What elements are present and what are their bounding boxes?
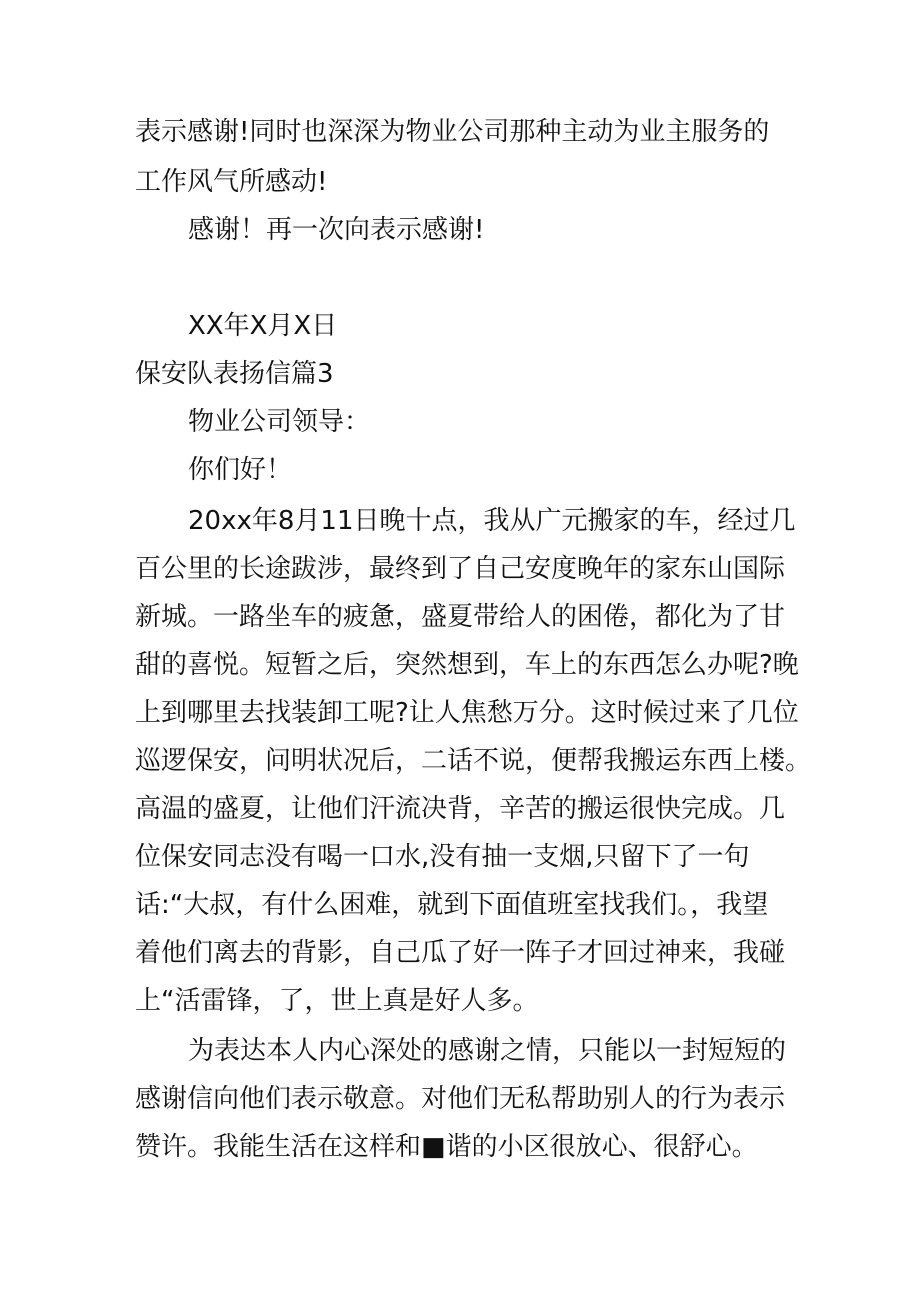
paragraph-1-line-10: 着他们离去的背影，自己瓜了好一阵子才回过神来，我碰 [135,938,786,968]
body-line-2: 工作风气所感动! [135,167,328,197]
greeting: 你们好！ [188,455,293,485]
paragraph-1-line-11: 上“活雷锋，了，世上真是好人多。 [135,986,539,1016]
salutation: 物业公司领导： [188,407,371,437]
paragraph-2-line-3: 赞许。我能生活在这样和■谐的小区很放心、很舒心。 [135,1132,758,1162]
body-line-1: 表示感谢!同时也深深为物业公司那种主动为业主服务的 [135,117,770,147]
paragraph-1-line-6: 巡逻保安，问明状况后，二话不说，便帮我搬运东西上楼。 [135,746,812,776]
paragraph-2-line-1: 为表达本人内心深处的感谢之情，只能以一封短短的 [188,1036,787,1066]
paragraph-2-line-2: 感谢信向他们表示敬意。对他们无私帮助别人的行为表示 [135,1084,786,1114]
date-line: XX年X月X日 [188,311,338,341]
closing-thanks: 感谢！再一次向表示感谢! [188,215,485,245]
paragraph-1-line-4: 甜的喜悦。短暂之后，突然想到，车上的东西怎么办呢?晚 [135,650,799,680]
paragraph-1-line-5: 上到哪里去找装卸工呢?让人焦愁万分。这时候过来了几位 [135,698,799,728]
paragraph-1-line-8: 位保安同志没有喝一口水,没有抽一支烟,只留下了一句 [135,842,750,872]
paragraph-1-line-7: 高温的盛夏，让他们汗流决背，辛苦的搬运很快完成。几 [135,794,786,824]
paragraph-1-line-1: 20xx年8月11日晚十点，我从广元搬家的车，经过几 [188,506,796,536]
paragraph-1-line-2: 百公里的长途跋涉，最终到了自己安度晚年的家东山国际 [135,554,786,584]
paragraph-1-line-3: 新城。一路坐车的疲惫，盛夏带给人的困倦，都化为了甘 [135,602,786,632]
section-title: 保安队表扬信篇3 [135,359,334,389]
paragraph-1-line-9: 话:“大叔，有什么困难，就到下面值班室找我们。，我望 [135,890,769,920]
